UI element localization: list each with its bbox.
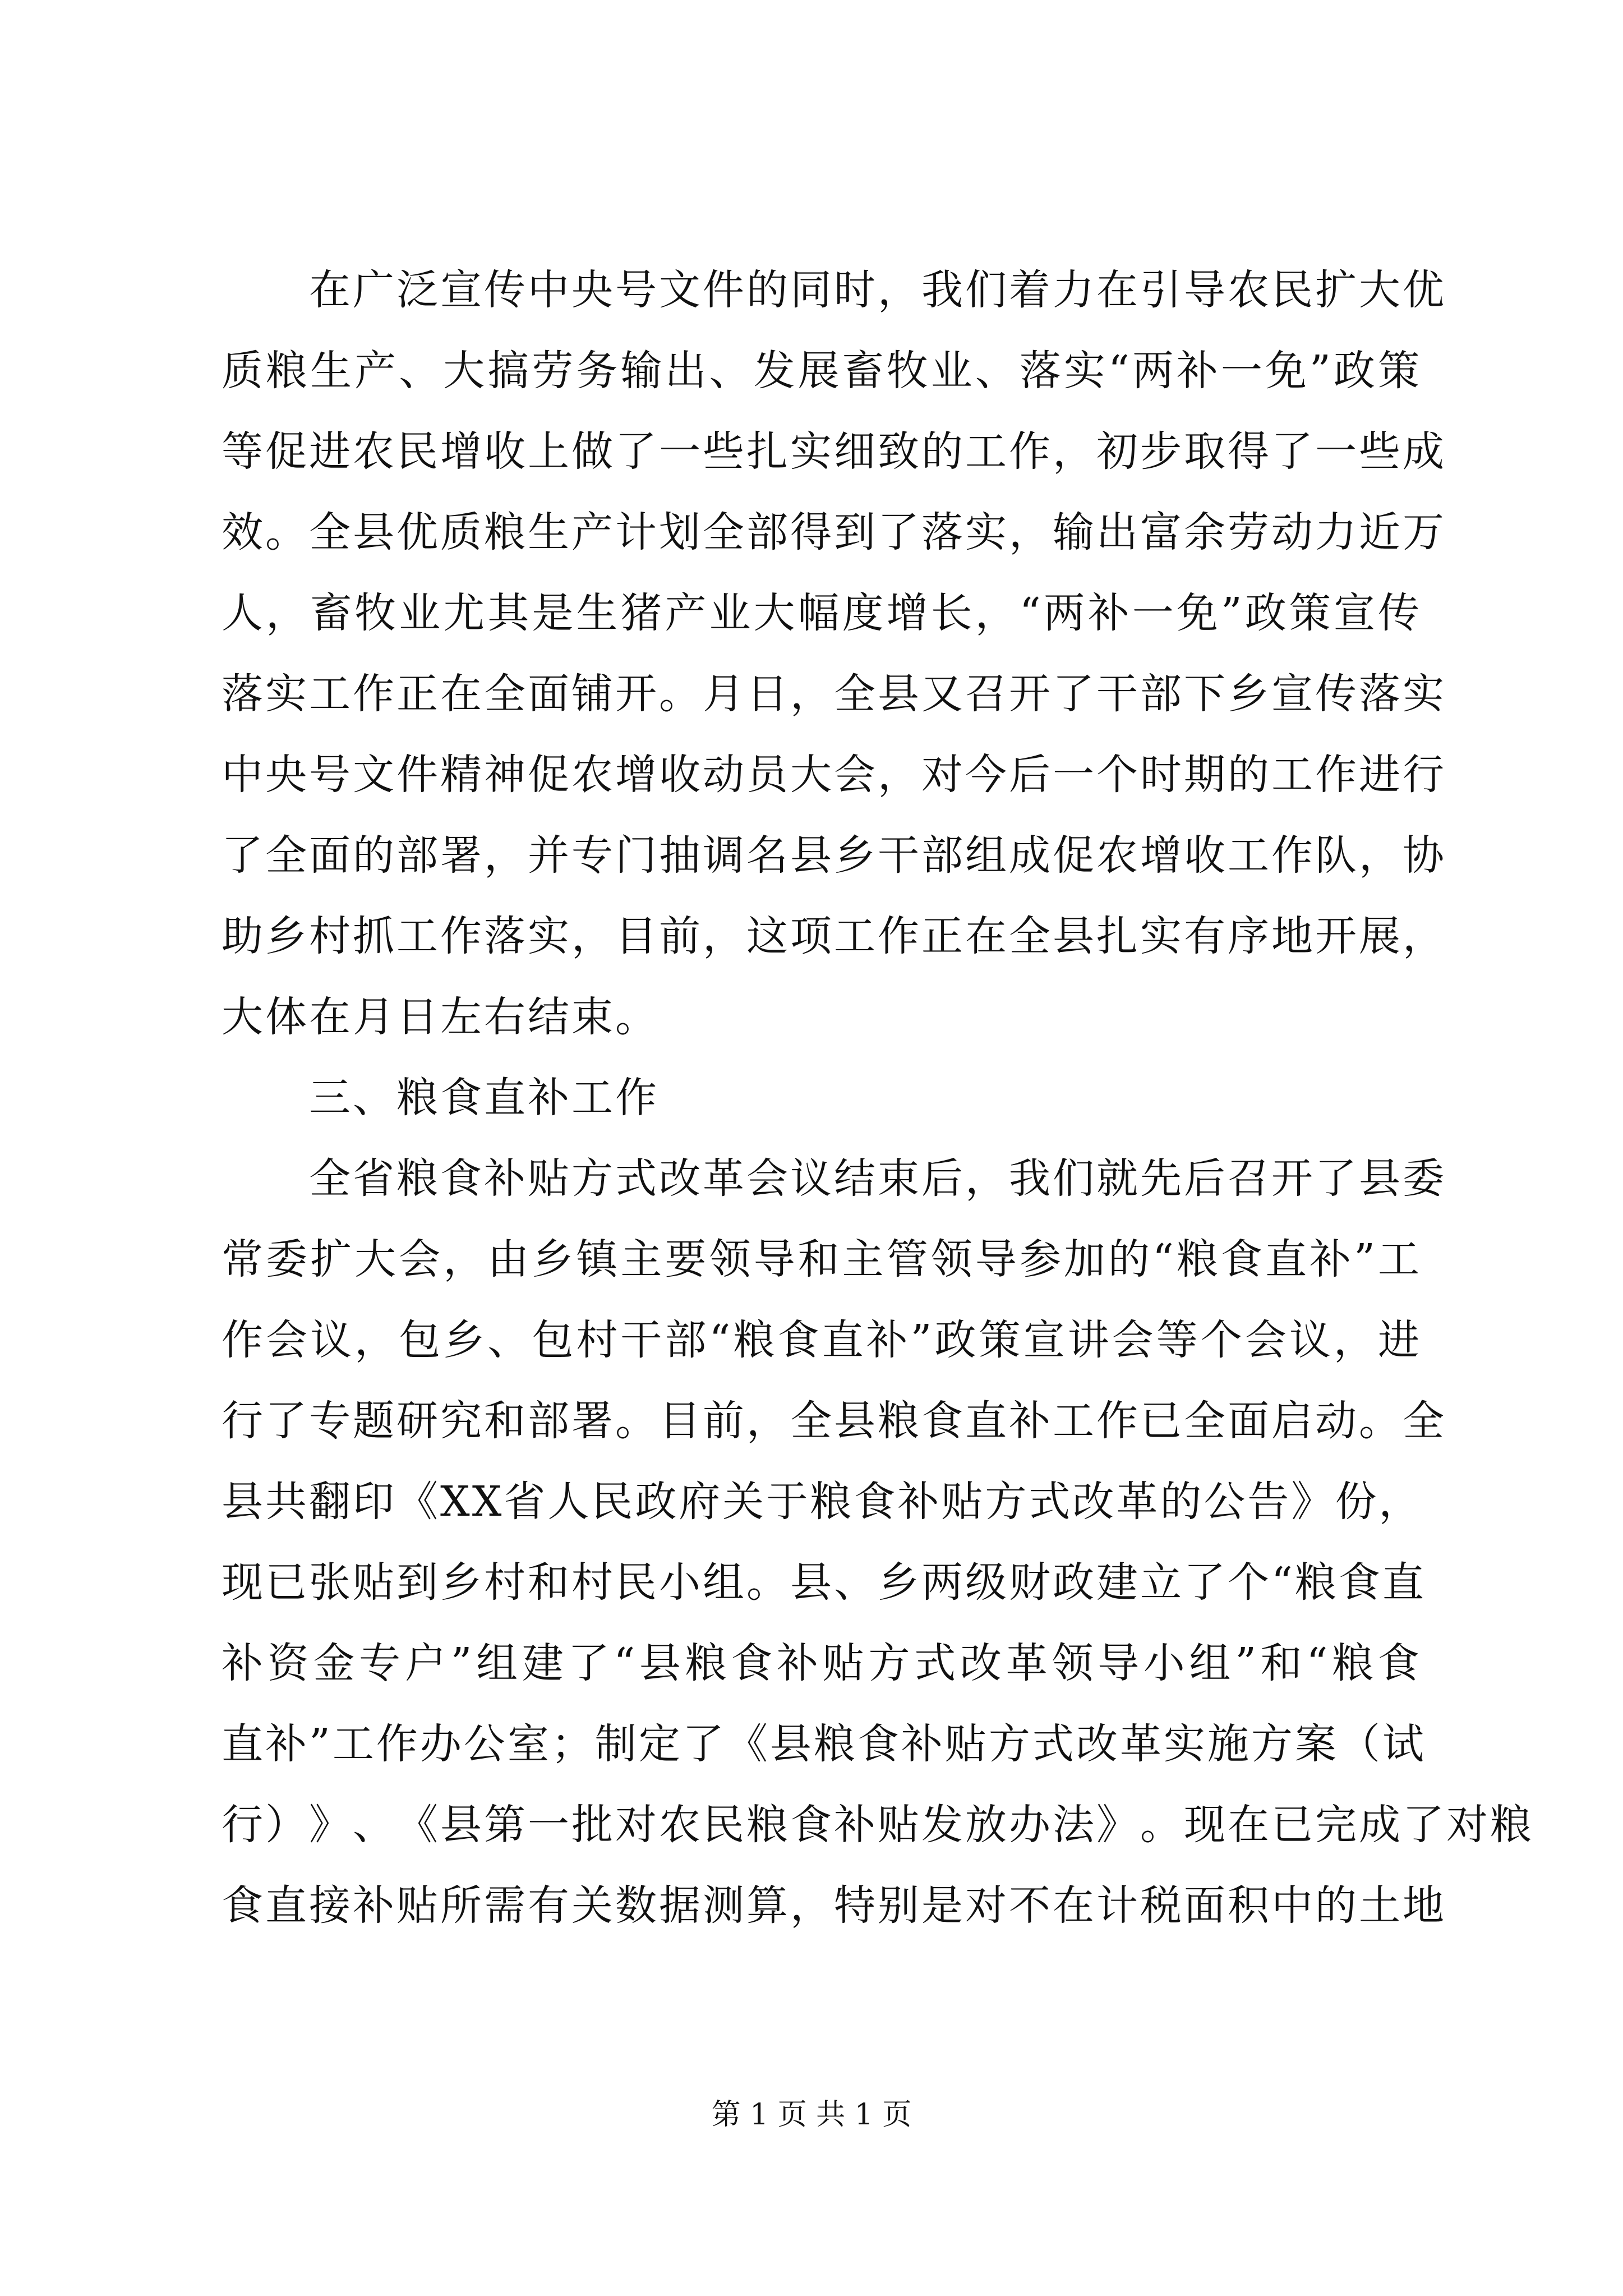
- text-line: 等 促 进 农 民 增 收 上 做 了 一 些 扎 实 细 致 的 工 作 ， 初 步 取 得 了 一 些 成: [222, 427, 1446, 476]
- page-footer: 第 1 页 共 1 页: [711, 2098, 912, 2132]
- text-line: 行 了 专 题 研 究 和 部 署 。 目 前 ， 全 县 粮 食 直 补 工 作 已 全 面 启 动 。 全: [222, 1397, 1446, 1445]
- text-line: 效 。 全 县 优 质 粮 生 产 计 划 全 部 得 到 了 落 实 ， 输 出 富 余 劳 动 力 近 万: [222, 508, 1446, 556]
- text-line: 作 会 议 ， 包 乡 、 包 村 干 部 “ 粮 食 直 补 ” 政 策 宣 讲 会 等 个 会 议 ， 进: [222, 1316, 1422, 1364]
- text-line: 常 委 扩 大 会 ， 由 乡 镇 主 要 领 导 和 主 管 领 导 参 加 的 “ 粮 食 直 补 ” 工: [222, 1235, 1422, 1283]
- document-body: [222, 250, 1534, 1946]
- text-line: 落 实 工 作 正 在 全 面 铺 开 。 月 日 ， 全 县 又 召 开 了 干 部 下 乡 宣 传 落 实: [222, 670, 1446, 718]
- text-line: 大体在月日左右结束。: [222, 993, 659, 1041]
- text-line: 补 资 金 专 户 ” 组 建 了 “ 县 粮 食 补 贴 方 式 改 革 领 导 小 组 ” 和 “ 粮 食: [222, 1639, 1422, 1687]
- text-line: 县 共 翻 印 《 X X 省 人 民 政 府 关 于 粮 食 补 贴 方 式 改 革 的 公 告 》 份 ，: [222, 1478, 1423, 1526]
- text-line: 人 ， 畜 牧 业 尤 其 是 生 猪 产 业 大 幅 度 增 长 ， “ 两 补 一 免 ” 政 策 宣 传: [222, 589, 1422, 637]
- text-line: 全 省 粮 食 补 贴 方 式 改 革 会 议 结 束 后 ， 我 们 就 先 后 召 开 了 县 委: [309, 1154, 1446, 1203]
- text-line: 食 直 接 补 贴 所 需 有 关 数 据 测 算 ， 特 别 是 对 不 在 计 税 面 积 中 的 土 地: [222, 1881, 1446, 1930]
- text-line: 行 ） 》 、 《 县 第 一 批 对 农 民 粮 食 补 贴 发 放 办 法 》 。 现 在 已 完 成 了 对 粮: [222, 1801, 1534, 1849]
- text-line: 直 补 ” 工 作 办 公 室 ； 制 定 了 《 县 粮 食 补 贴 方 式 改 革 实 施 方 案 （ 试: [222, 1720, 1426, 1768]
- text-line: 中 央 号 文 件 精 神 促 农 增 收 动 员 大 会 ， 对 今 后 一 个 时 期 的 工 作 进 行: [222, 751, 1446, 799]
- text-line: 现 已 张 贴 到 乡 村 和 村 民 小 组 。 县 、 乡 两 级 财 政 建 立 了 个 “ 粮 食 直: [222, 1558, 1426, 1607]
- text-line: 在 广 泛 宣 传 中 央 号 文 件 的 同 时 ， 我 们 着 力 在 引 导 农 民 扩 大 优: [309, 266, 1446, 314]
- section-heading: 三、粮食直补工作: [222, 1074, 659, 1122]
- text-line: 质 粮 生 产 、 大 搞 劳 务 输 出 、 发 展 畜 牧 业 、 落 实 “ 两 补 一 免 ” 政 策: [222, 347, 1422, 395]
- text-line: 助 乡 村 抓 工 作 落 实 ， 目 前 ， 这 项 工 作 正 在 全 县 扎 实 有 序 地 开 展 ，: [222, 912, 1446, 960]
- text-line: 了 全 面 的 部 署 ， 并 专 门 抽 调 名 县 乡 干 部 组 成 促 农 增 收 工 作 队 ， 协: [222, 831, 1446, 880]
